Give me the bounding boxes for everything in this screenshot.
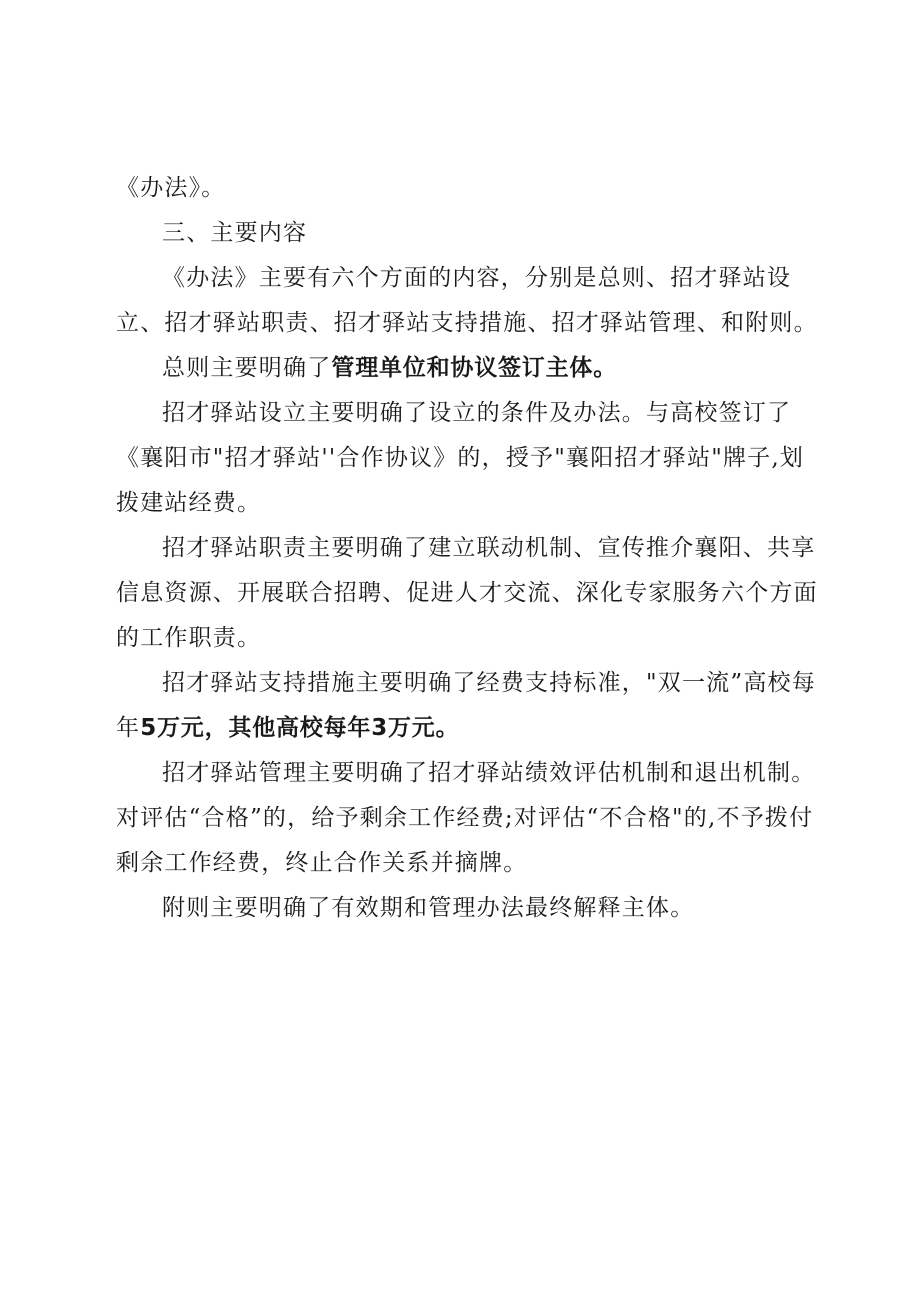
paragraph-text: 招才驿站设立主要明确了设立的条件及办法。与高校签订了《襄阳市"招才驿站''合作协议》的，授予"襄阳招才驿站"牌子,划拨建站经费。 — [116, 400, 805, 516]
paragraph-continuation — [116, 166, 828, 211]
paragraph-general-provisions — [116, 346, 828, 391]
paragraph-establishment — [116, 391, 828, 526]
paragraph-emphasis: 管理单位和协议签订主体。 — [331, 355, 618, 381]
paragraph-text: 招才驿站支持措施主要明确了经费支持标准，"双一流”高校每年 — [116, 670, 816, 741]
section-heading — [116, 211, 828, 256]
paragraph-emphasis: 5万元，其他高校每年3万元。 — [140, 715, 460, 741]
paragraph-support-measures — [116, 661, 828, 751]
document-body — [116, 166, 828, 931]
paragraph-text: 招才驿站职责主要明确了建立联动机制、宣传推介襄阳、共享信息资源、开展联合招聘、促进人才交流、深化专家服务六个方面的工作职责。 — [116, 535, 818, 651]
section-heading-text: 三、主要内容 — [162, 220, 308, 246]
paragraph-text: 附则主要明确了有效期和管理办法最终解释主体。 — [162, 895, 695, 921]
paragraph-text: 招才驿站管理主要明确了招才驿站绩效评估机制和退出机制。对评估“合格”的，给予剩余工作经费;对评估“不合格"的,不予拨付剩余工作经费，终止合作关系并摘牌。 — [116, 760, 816, 876]
paragraph-duties — [116, 526, 828, 661]
paragraph-text: 《办法》主要有六个方面的内容，分别是总则、招才驿站设立、招才驿站职责、招才驿站支持措施、招才驿站管理、和附则。 — [116, 265, 818, 336]
paragraph-overview — [116, 256, 828, 346]
paragraph-supplementary — [116, 886, 828, 931]
paragraph-text: 总则主要明确了 — [162, 355, 332, 381]
paragraph-management — [116, 751, 828, 886]
paragraph-text: 《办法》。 — [116, 175, 226, 201]
